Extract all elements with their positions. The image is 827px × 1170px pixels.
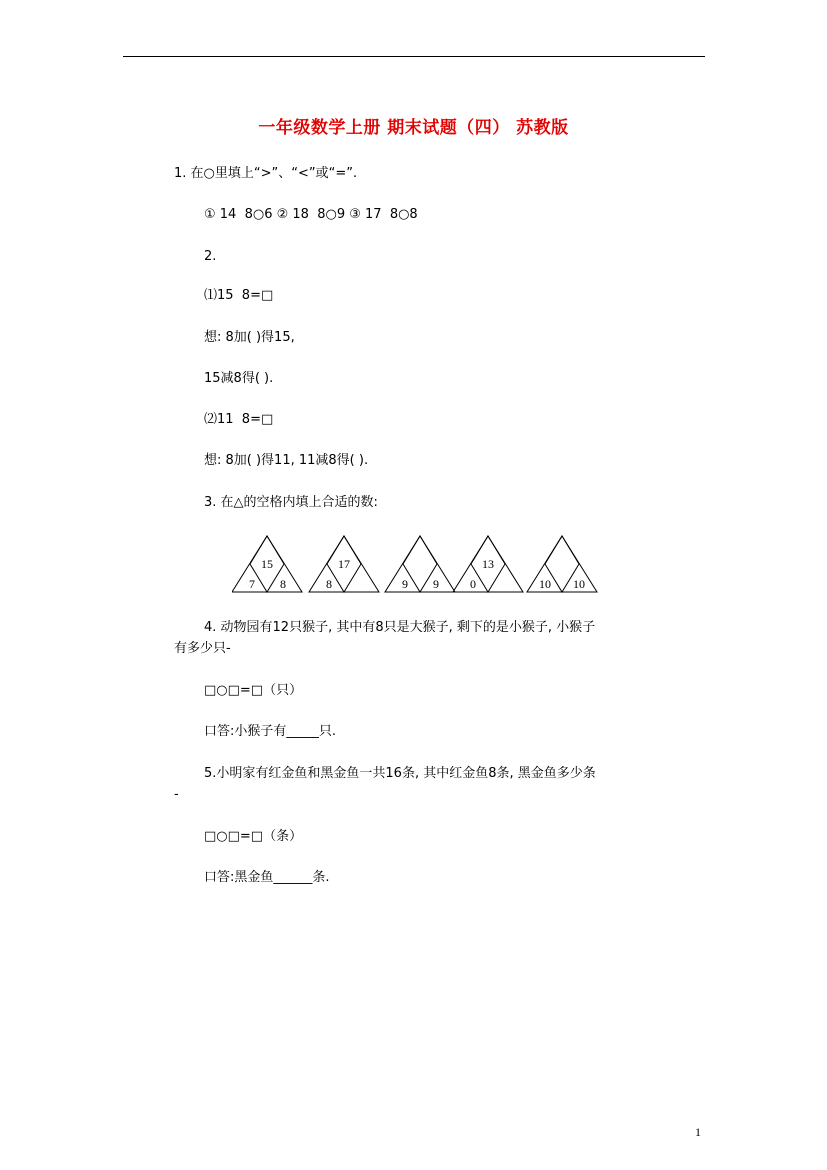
q2-part1-think1: 想: 8加( )得15, xyxy=(204,330,295,345)
triangle-puzzle-5 xyxy=(527,536,597,592)
triangle-puzzle-1 xyxy=(232,536,302,592)
triangle-4-left: 0 xyxy=(470,577,476,591)
triangle-puzzle-2 xyxy=(309,536,379,592)
triangle-puzzles xyxy=(232,534,607,596)
q1-prompt: 1. 在○里填上“>”、“<”或“=”. xyxy=(174,166,358,181)
q4-equation: □○□=□（只） xyxy=(204,683,303,698)
triangle-puzzle-4 xyxy=(453,536,523,592)
q2-part2: ⑵11 8=□ xyxy=(204,412,274,427)
q5-line2: - xyxy=(174,787,179,802)
triangle-2-top: 17 xyxy=(338,557,350,571)
triangle-3-right: 9 xyxy=(433,577,439,591)
triangle-3-left: 9 xyxy=(402,577,408,591)
q4-line1: 4. 动物园有12只猴子, 其中有8只是大猴子, 剩下的是小猴子, 小猴子 xyxy=(204,620,596,635)
q4-line2: 有多少只- xyxy=(174,641,231,656)
triangle-1-right: 8 xyxy=(280,577,286,591)
triangle-puzzle-3 xyxy=(385,536,455,592)
header-rule xyxy=(123,56,705,57)
q3-prompt: 3. 在△的空格内填上合适的数: xyxy=(204,495,378,510)
q5-equation: □○□=□（条） xyxy=(204,829,303,844)
q5-line1: 5.小明家有红金鱼和黑金鱼一共16条, 其中红金鱼8条, 黑金鱼多少条 xyxy=(204,766,596,781)
triangle-5-left: 10 xyxy=(539,577,551,591)
page-title: 一年级数学上册 期末试题（四） 苏教版 xyxy=(258,118,569,138)
triangle-1-top: 15 xyxy=(261,557,273,571)
q2-number: 2. xyxy=(204,249,217,264)
triangle-2-left: 8 xyxy=(326,577,332,591)
page-number: 1 xyxy=(695,1125,701,1139)
q5-answer: 口答:黑金鱼______条. xyxy=(204,870,330,885)
q1-items: ① 14 8○6 ② 18 8○9 ③ 17 8○8 xyxy=(204,207,418,222)
q2-part1: ⑴15 8=□ xyxy=(204,288,274,303)
q4-answer: 口答:小猴子有_____只. xyxy=(204,724,337,739)
q2-part2-think: 想: 8加( )得11, 11减8得( ). xyxy=(204,453,369,468)
triangle-5-right: 10 xyxy=(573,577,585,591)
triangle-1-left: 7 xyxy=(249,577,255,591)
triangle-4-top: 13 xyxy=(482,557,494,571)
q2-part1-think2: 15减8得( ). xyxy=(204,371,274,386)
